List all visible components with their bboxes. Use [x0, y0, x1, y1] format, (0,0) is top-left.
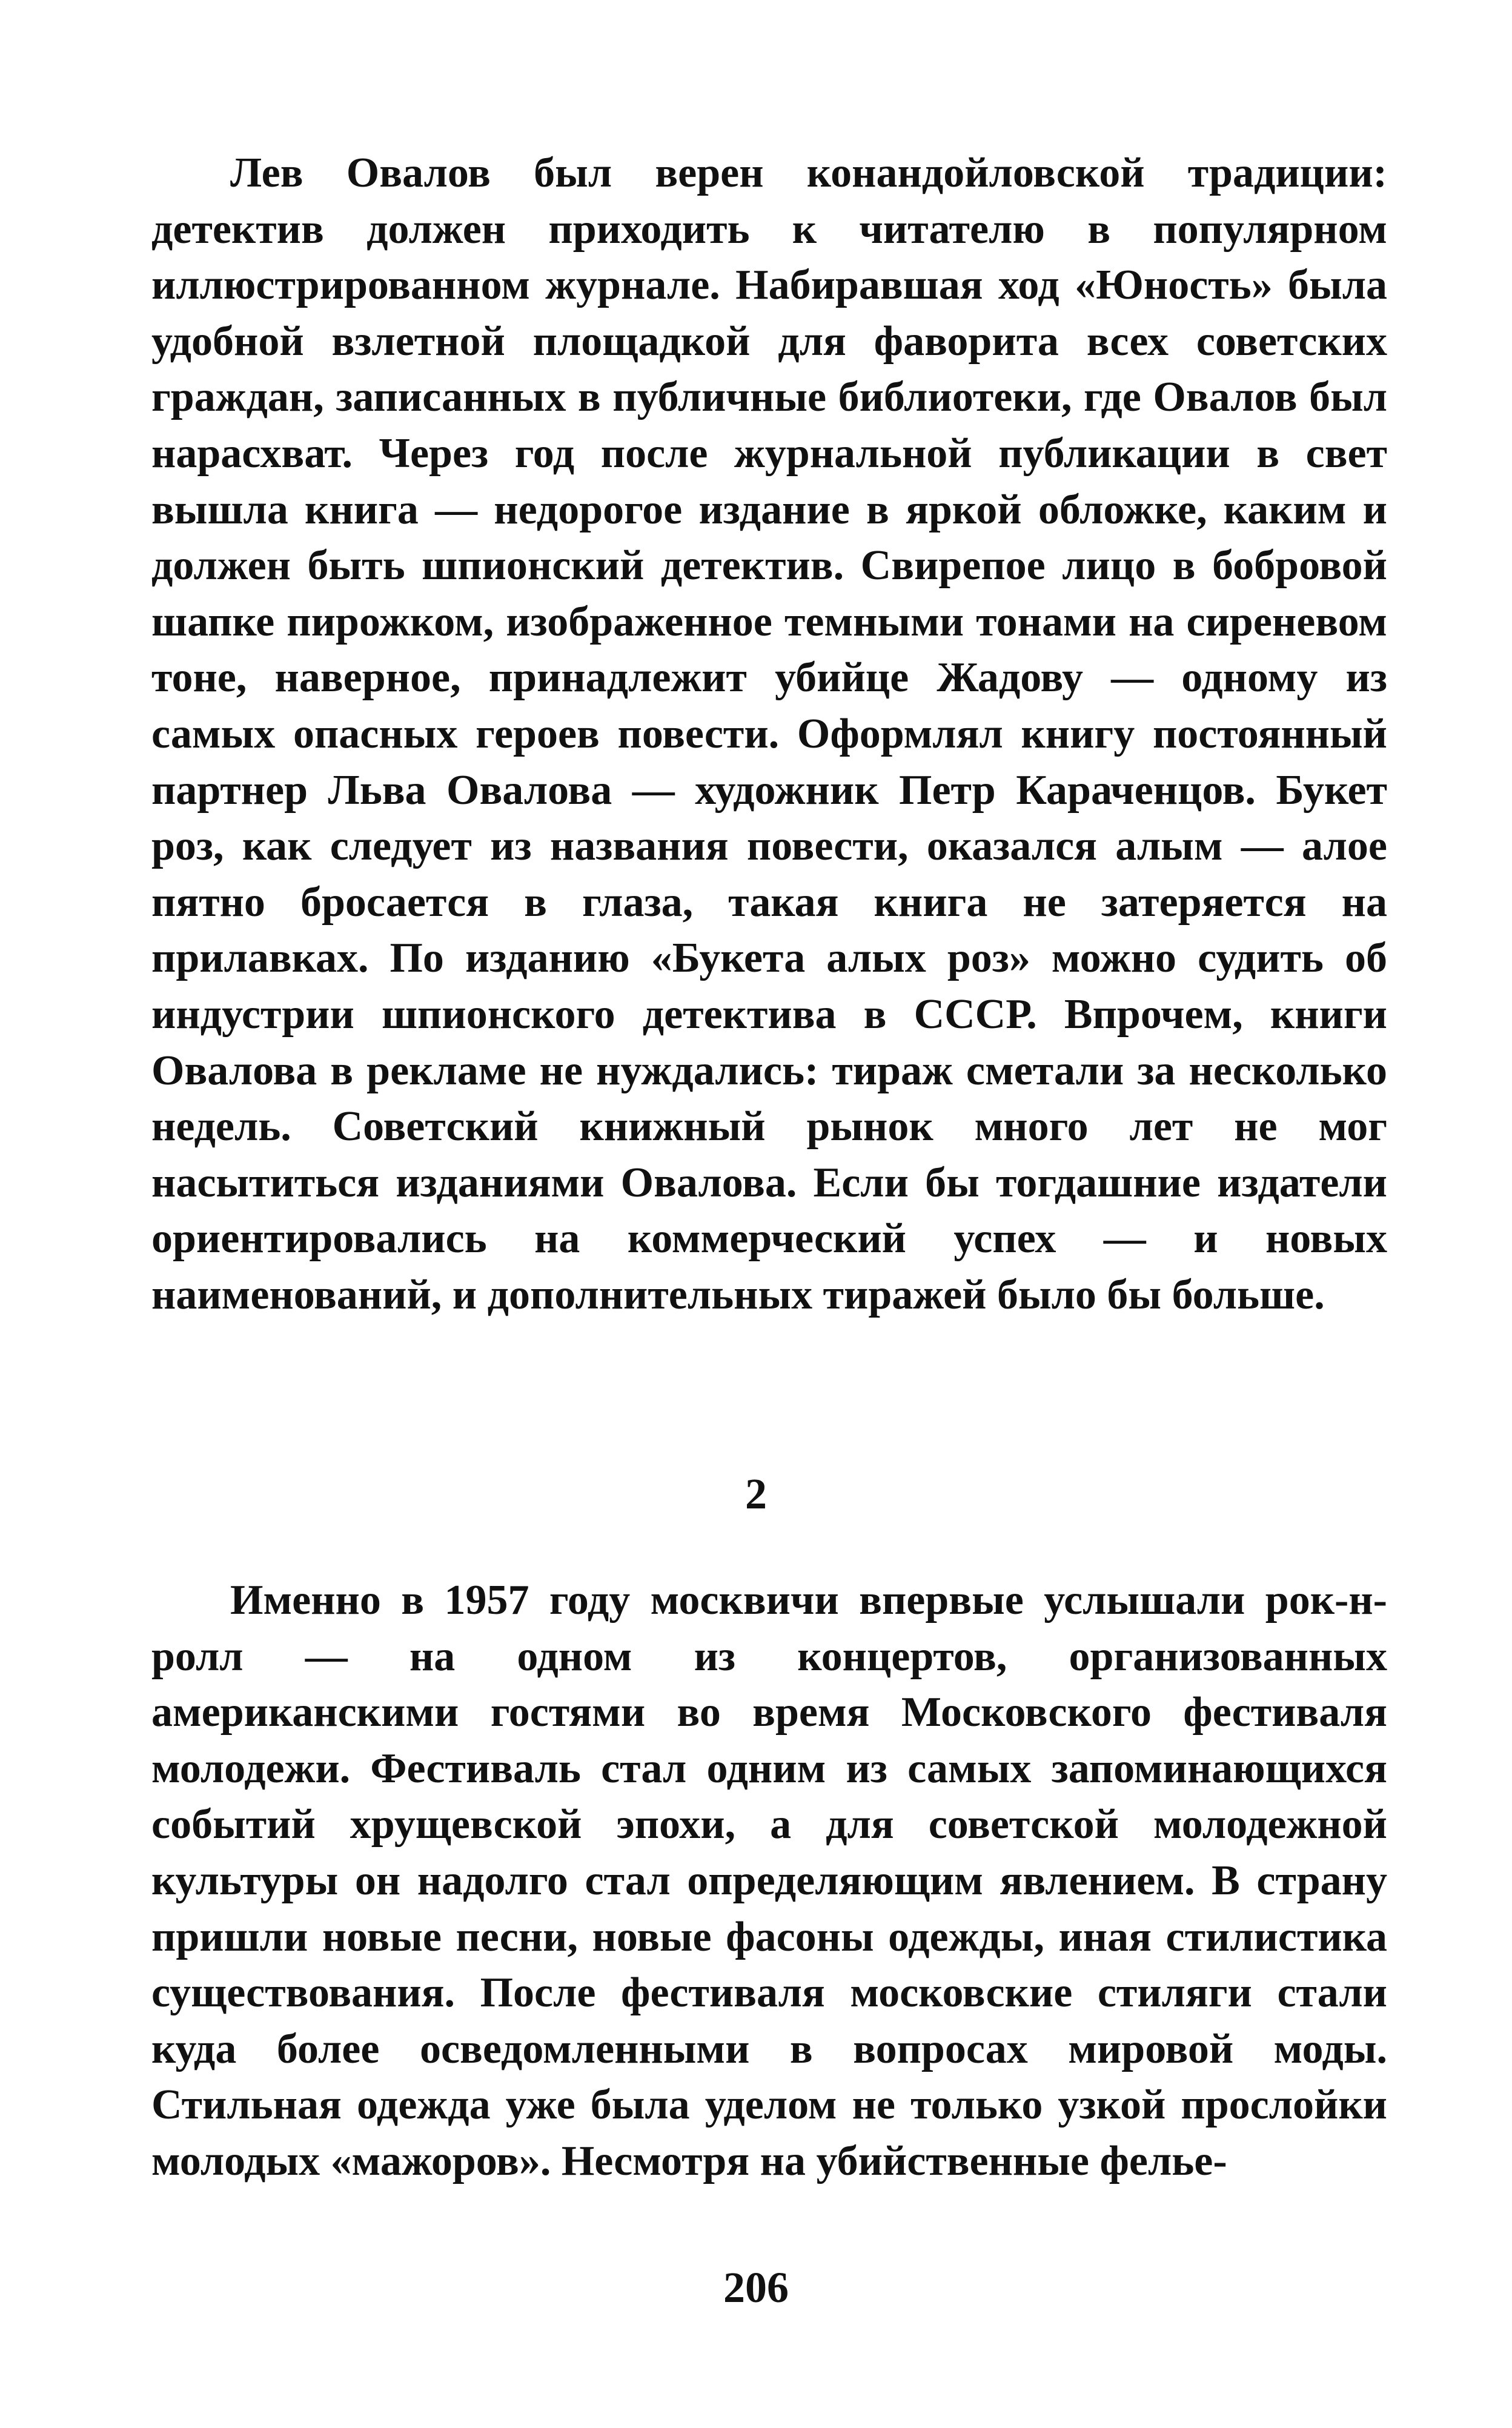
page-number: 206: [723, 2263, 789, 2312]
paragraph-2: Именно в 1957 году москвичи впервые услышали рок-н-ролл — на одном из концертов, организованных американскими гостями во время Московского фестиваля молодежи. Фестиваль стал одним из самых запоминающихся событий хрущевской эпохи, а для советской молодежной культуры он надолго стал определяющим явлением. В страну пришли новые песни, новые фасоны одежды, иная стилистика существования. После фестиваля московские стиляги стали куда более осведомленными в вопросах мировой моды. Стильная одежда уже была уделом не только узкой прослойки молодых «мажоров». Несмотря на убийственные фелье-: [151, 1577, 1387, 2184]
section-number: 2: [745, 1470, 767, 1518]
paragraph-1: Лев Овалов был верен конандойловской традиции: детектив должен приходить к читателю в популярном иллюстрированном журнале. Набиравшая ход «Юность» была удобной взлетной площадкой для фаворита всех советских граждан, записанных в публичные библиотеки, где Овалов был нарасхват. Через год после журнальной публикации в свет вышла книга — недорогое издание в яркой обложке, каким и должен быть шпионский детектив. Свирепое лицо в бобровой шапке пирожком, изображенное темными тонами на сиреневом тоне, наверное, принадлежит убийце Жадову — одному из самых опасных героев повести. Оформлял книгу постоянный партнер Льва Овалова — художник Петр Караченцов. Букет роз, как следует из названия повести, оказался алым — алое пятно бросается в глаза, такая книга не затеряется на прилавках. По изданию «Букета алых роз» можно судить об индустрии шпионского детектива в СССР. Впрочем, книги Овалова в рекламе не нуждались: тираж сметали за несколько недель. Советский книжный рынок много лет не мог насытиться изданиями Овалова. Если бы тогдашние издатели ориентировались на коммерческий успех — и новых наименований, и дополнительных тиражей было бы больше.: [151, 150, 1387, 1318]
text-block-top: [151, 145, 1387, 1323]
text-block-bottom: [151, 1573, 1387, 2190]
